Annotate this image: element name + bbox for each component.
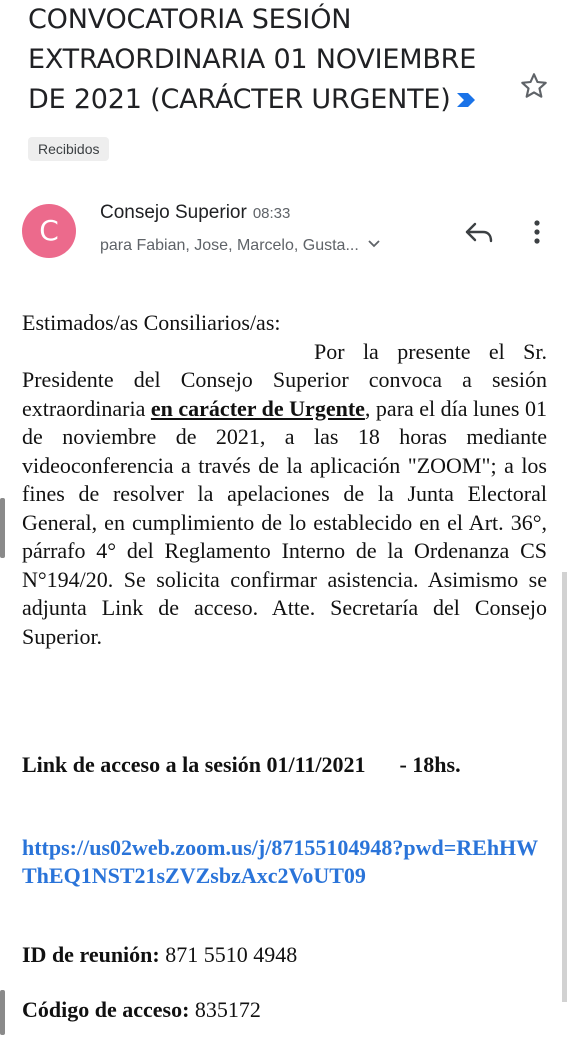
reply-icon[interactable] xyxy=(462,218,496,248)
scrollbar[interactable] xyxy=(562,572,567,1002)
link-heading xyxy=(22,750,542,779)
scroll-handle-left xyxy=(0,498,5,558)
meeting-id-value: 871 5510 4948 xyxy=(165,942,298,967)
body-paragraph xyxy=(22,338,547,652)
paragraph-text-after: , para el día lunes 01 de noviembre de 2021, a las 18 horas mediante videoconferencia a través de la aplicación "ZOOM"; a los fines de resolver la apelaciones de la Junta Electoral General, en cumplimiento de lo establecido en el Art. 36°, párrafo 4° del Reglamento Interno de la Ordenanza CS N°194/20. Se solicita confirmar asistencia. Asimismo se adjunta Link de acceso. Atte. Secretaría del Consejo Superior. xyxy=(22,395,548,649)
more-vert-icon[interactable] xyxy=(528,218,546,246)
email-time: 08:33 xyxy=(252,205,291,222)
passcode-value: 835172 xyxy=(194,997,261,1022)
passcode-label: Código de acceso: xyxy=(22,997,190,1022)
meeting-id-line xyxy=(22,941,542,969)
chevron-down-icon xyxy=(367,239,381,249)
important-marker-icon[interactable] xyxy=(455,91,477,109)
link-heading-text: Link de acceso a la sesión 01/11/2021 xyxy=(22,752,366,777)
email-body xyxy=(22,309,547,651)
greeting: Estimados/as Consiliarios/as: xyxy=(22,310,281,335)
paragraph-text-before: Por la presente el Sr. Presidente del Consejo Superior convoca a sesión extraordinaria xyxy=(22,338,547,421)
scroll-handle-left-lower xyxy=(0,990,5,1035)
email-subject xyxy=(28,0,498,120)
recipients-text: para Fabian, Jose, Marcelo, Gusta... xyxy=(100,237,359,254)
sender-line xyxy=(100,202,290,224)
label-chip-inbox[interactable]: Recibidos xyxy=(28,137,109,161)
avatar: C xyxy=(22,204,76,258)
subject-text: CONVOCATORIA SESIÓN EXTRAORDINARIA 01 NOVIEMBRE DE 2021 (CARÁCTER URGENTE) xyxy=(28,4,477,115)
passcode-line xyxy=(22,996,542,1024)
meeting-id-label: ID de reunión: xyxy=(22,942,160,967)
sender-name: Consejo Superior xyxy=(100,202,247,223)
urgent-emphasis: en carácter de Urgente xyxy=(150,395,365,421)
link-heading-suffix: - 18hs. xyxy=(399,752,461,777)
star-icon[interactable] xyxy=(518,70,550,102)
zoom-meeting-link[interactable]: https://us02web.zoom.us/j/87155104948?pwd=REhHWThEQ1NST21sZVZsbzAxc2VoUT09 xyxy=(22,835,539,888)
recipients-toggle[interactable] xyxy=(100,237,381,255)
